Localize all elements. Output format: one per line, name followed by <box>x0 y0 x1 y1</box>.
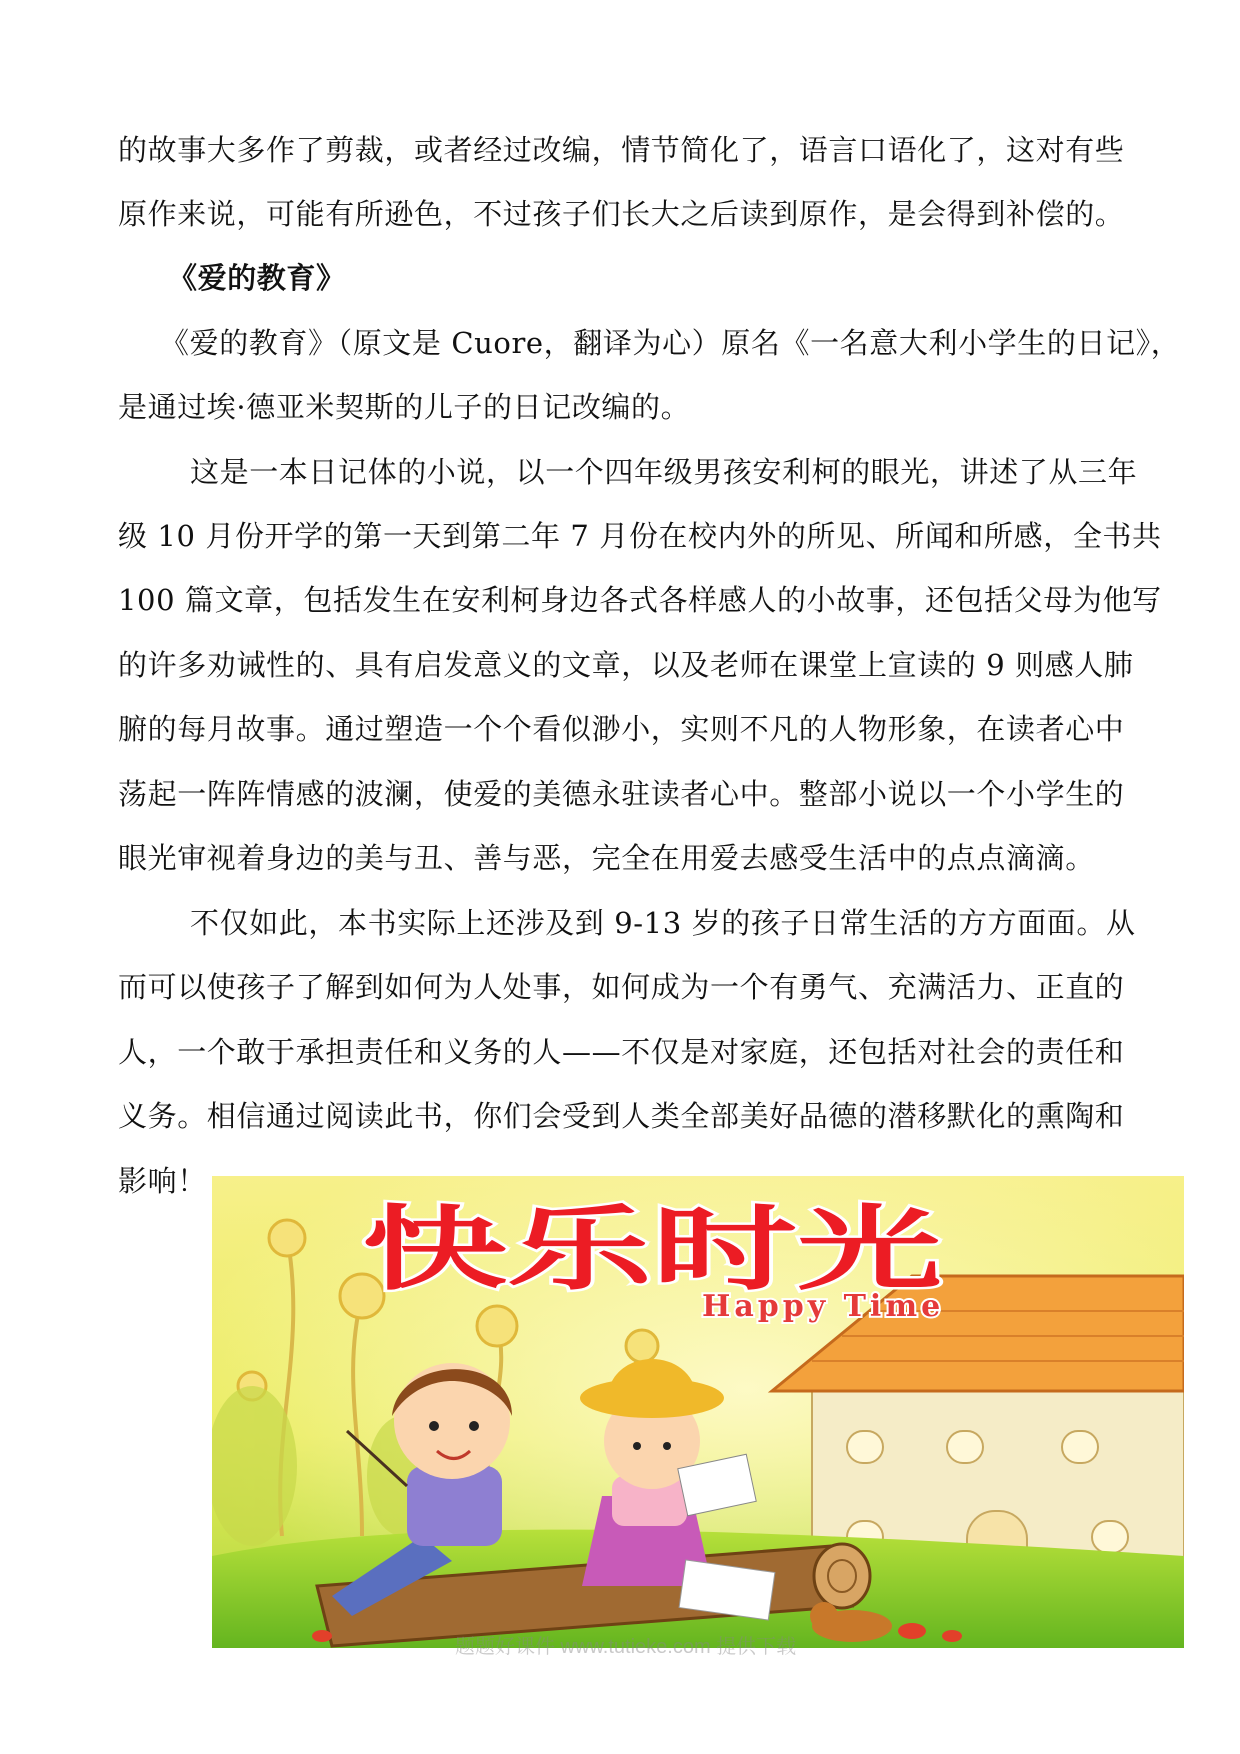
section-heading: 《爱的教育》 <box>168 261 346 295</box>
footer-watermark: 题题好课件 www.tutieke.com 提供下载 <box>455 1636 797 1658</box>
happy-time-illustration <box>212 1176 1184 1648</box>
text-line: 而可以使孩子了解到如何为人处事，如何成为一个有勇气、充满活力、正直的 <box>118 970 1125 1004</box>
text-line: 人，一个敢于承担责任和义务的人——不仅是对家庭，还包括对社会的责任和 <box>118 1035 1125 1069</box>
illustration-subtitle: Happy Time <box>702 1289 945 1324</box>
text-line: 《爱的教育》（原文是 Cuore，翻译为心）原名《一名意大利小学生的日记》， <box>160 326 1181 360</box>
text-line: 腑的每月故事。通过塑造一个个看似渺小，实则不凡的人物形象，在读者心中 <box>118 712 1125 746</box>
text-line: 级 10 月份开学的第一天到第二年 7 月份在校内外的所见、所闻和所感，全书共 <box>118 519 1162 553</box>
text-line: 原作来说，可能有所逊色，不过孩子们长大之后读到原作，是会得到补偿的。 <box>118 197 1125 231</box>
text-line: 荡起一阵阵情感的波澜，使爱的美德永驻读者心中。整部小说以一个小学生的 <box>118 777 1125 811</box>
text-line: 这是一本日记体的小说，以一个四年级男孩安利柯的眼光，讲述了从三年 <box>190 455 1138 489</box>
text-line: 义务。相信通过阅读此书，你们会受到人类全部美好品德的潜移默化的熏陶和 <box>118 1099 1125 1133</box>
text-line: 的故事大多作了剪裁，或者经过改编，情节简化了，语言口语化了，这对有些 <box>118 133 1125 167</box>
text-line: 影响！ <box>118 1164 207 1198</box>
text-line: 眼光审视着身边的美与丑、善与恶，完全在用爱去感受生活中的点点滴滴。 <box>118 841 1095 875</box>
text-line: 的许多劝诫性的、具有启发意义的文章，以及老师在课堂上宣读的 9 则感人肺 <box>118 648 1134 682</box>
illustration-canvas <box>212 1176 1184 1648</box>
text-line: 是通过埃·德亚米契斯的儿子的日记改编的。 <box>118 390 691 424</box>
text-line: 100 篇文章，包括发生在安利柯身边各式各样感人的小故事，还包括父母为他写 <box>118 583 1162 617</box>
text-line: 不仅如此，本书实际上还涉及到 9-13 岁的孩子日常生活的方方面面。从 <box>190 906 1136 940</box>
illustration-title: 快乐时光 <box>362 1196 942 1303</box>
